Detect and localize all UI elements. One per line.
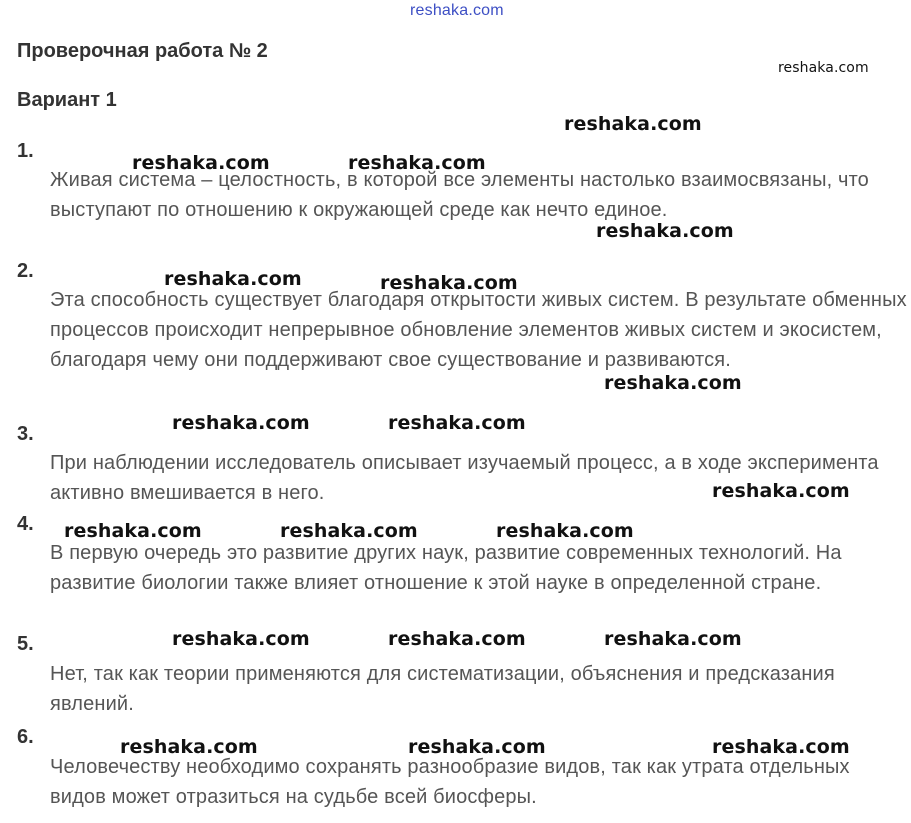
answer-text: В первую очередь это развитие других наук, развитие современных технологий. На развитие биологии также влияет отношение к этой науке в определенной стране. xyxy=(50,542,842,594)
watermark: reshaka.com xyxy=(596,220,734,242)
watermark: reshaka.com xyxy=(496,520,634,542)
watermark: reshaka.com xyxy=(380,272,518,294)
answer-number: 1. xyxy=(17,140,34,162)
watermark: reshaka.com xyxy=(564,113,702,135)
watermark: reshaka.com xyxy=(604,628,742,650)
site-link[interactable]: reshaka.com xyxy=(410,2,504,19)
watermark: reshaka.com xyxy=(408,736,546,758)
answer-text: Человечеству необходимо сохранять разнообразие видов, так как утрата отдельных видов может отразиться на судьбе всей биосферы. xyxy=(50,756,850,808)
watermark: reshaka.com xyxy=(604,372,742,394)
watermark: reshaka.com xyxy=(388,412,526,434)
answer-text: Эта способность существует благодаря открытости живых систем. В результате обменных процессов происходит непрерывное обновление элементов живых систем и экосистем, благодаря чему они поддерживают свое существование и развиваются. xyxy=(50,289,907,371)
watermark: reshaka.com xyxy=(712,480,850,502)
answer-number: 3. xyxy=(17,423,34,445)
page-title: Проверочная работа № 2 xyxy=(17,40,268,62)
watermark: reshaka.com xyxy=(172,412,310,434)
watermark: reshaka.com xyxy=(120,736,258,758)
watermark: reshaka.com xyxy=(164,268,302,290)
answer-number: 4. xyxy=(17,513,34,535)
answer-number: 2. xyxy=(17,260,34,282)
answer-text: Живая система – целостность, в которой все элементы настолько взаимосвязаны, что выступают по отношению к окружающей среде как нечто единое. xyxy=(50,169,869,221)
answer-text: При наблюдении исследователь описывает изучаемый процесс, а в ходе эксперимента активно вмешивается в него. xyxy=(50,452,879,504)
watermark: reshaka.com xyxy=(132,152,270,174)
answer-text: Нет, так как теории применяются для систематизации, объяснения и предсказания явлений. xyxy=(50,663,835,715)
watermark: reshaka.com xyxy=(64,520,202,542)
watermark: reshaka.com xyxy=(388,628,526,650)
watermark: reshaka.com xyxy=(712,736,850,758)
watermark: reshaka.com xyxy=(348,152,486,174)
answer-number: 5. xyxy=(17,633,34,655)
answer-number: 6. xyxy=(17,726,34,748)
watermark: reshaka.com xyxy=(172,628,310,650)
variant-heading: Вариант 1 xyxy=(17,89,117,111)
watermark: reshaka.com xyxy=(778,60,869,76)
watermark: reshaka.com xyxy=(280,520,418,542)
